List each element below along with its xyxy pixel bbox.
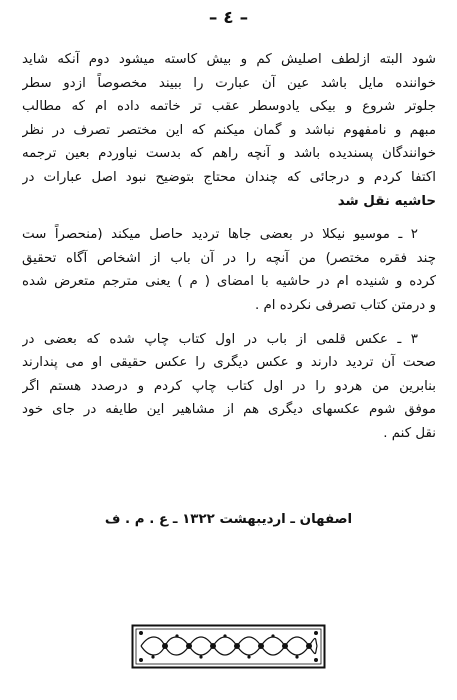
text-line: خواننده مایل باشد عین آن عبارت را ببیند مخصوصاً ازدو سطر xyxy=(22,75,436,91)
paragraph-gap xyxy=(22,213,436,223)
text-line: کرده و شنیده ام در حاشیه با امضای ( م ) یعنی مترجم متعرض شده xyxy=(22,274,436,290)
text-line: جلوتر شروع و بیکی یادوسطر عقب تر خاتمه داده ام که مطالب xyxy=(22,99,436,115)
text-line: نقل کنم . xyxy=(383,425,436,441)
text-line: ۳ ـ عکس قلمی از باب در اول کتاب چاپ شده که بعضی در xyxy=(22,331,418,347)
text-line: صحت آن تردید دارند و عکس دیگری را عکس حقیقی او می پندارند xyxy=(22,355,436,371)
paragraph-continuation xyxy=(22,48,436,213)
paragraph-item-2 xyxy=(22,223,436,317)
text-line: بنابرین من هردو را در اول کتاب چاپ کردم و درصدد هستم اگر xyxy=(22,378,436,394)
text-line: چند فقره مختصر) من آنچه را در آن باب از اشخاص آگاه تحقیق xyxy=(22,250,436,266)
text-line: اکتفا کردم و درجائی که چندان محتاج بتوضیح نبود اصل عبارات در xyxy=(22,169,436,185)
text-line: حاشیه نقل شد xyxy=(337,193,436,209)
text-line: شود البته ازلطف اصلیش کم و بیش کاسته میشود دوم آنکه شاید xyxy=(22,52,436,67)
ornament-tailpiece-icon xyxy=(131,624,326,669)
body-text xyxy=(22,48,436,446)
signature-line: اصفهان ـ اردیبهشت ۱۳۲۲ ـ ع . م . ف xyxy=(104,512,353,527)
text-line: و درمتن کتاب تصرفی نکرده ام . xyxy=(255,297,436,313)
paragraph-gap xyxy=(22,318,436,328)
text-line: خوانندگان پسندیده باشد و آنچه راهم که بدست نیاوردم بعین ترجمه xyxy=(22,146,436,162)
text-line: مبهم و نامفهوم نباشد و گمان میکنم که این مختصر تصرف در نظر xyxy=(22,122,436,138)
text-line: موفق شوم عکسهای دیگری هم از مشاهیر این طایفه در جای خود xyxy=(22,402,436,418)
text-line: ۲ ـ موسیو نیکلا در بعضی جاها تردید حاصل میکند (منحصراً ست xyxy=(22,227,418,243)
paragraph-item-3 xyxy=(22,328,436,446)
page-number: – ٤ – xyxy=(208,8,249,28)
